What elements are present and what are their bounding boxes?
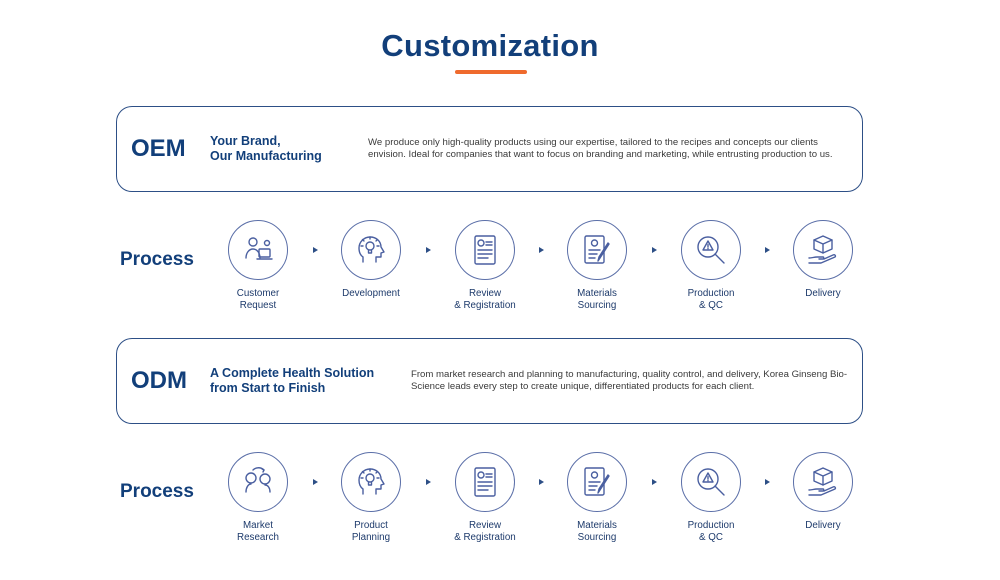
odm-step [656, 452, 766, 544]
odm-code: ODM [131, 367, 187, 394]
box-hand-icon [793, 220, 853, 280]
title-underline [455, 70, 527, 74]
idea-head-icon [341, 452, 401, 512]
odm-step [316, 452, 426, 544]
oem-step-label: Customer Request [236, 288, 280, 311]
box-hand-icon [793, 452, 853, 512]
oem-card [116, 106, 863, 192]
odm-step [768, 452, 878, 532]
odm-step-label: Review & Registration [454, 520, 516, 543]
odm-step [203, 452, 313, 544]
document-pen-icon [567, 452, 627, 512]
oem-description: We produce only high-quality products using our expertise, tailored to the recipes and concepts our clients envision. Ideal for companies that want to focus on branding and marketing, while entrusting production to us. [368, 136, 833, 160]
odm-step [430, 452, 540, 544]
document-review-icon [455, 220, 515, 280]
odm-process-label: Process [120, 481, 194, 502]
odm-subtitle: A Complete Health Solution from Start to Finish [210, 366, 375, 395]
document-review-icon [455, 452, 515, 512]
odm-card [116, 338, 863, 424]
odm-step-label: Market Research [237, 520, 279, 543]
oem-step-label: Materials Sourcing [577, 288, 617, 311]
oem-step-label: Production & QC [687, 288, 735, 311]
market-research-icon [228, 452, 288, 512]
odm-step-label: Delivery [805, 520, 841, 531]
oem-process-label: Process [120, 249, 194, 270]
odm-step-label: Materials Sourcing [577, 520, 617, 543]
magnifier-warning-icon [681, 452, 741, 512]
oem-step [316, 220, 426, 300]
oem-code: OEM [131, 135, 186, 162]
odm-step [542, 452, 652, 544]
document-pen-icon [567, 220, 627, 280]
oem-step-label: Review & Registration [454, 288, 516, 311]
oem-step-label: Delivery [805, 288, 841, 299]
idea-head-icon [341, 220, 401, 280]
oem-step-label: Development [342, 288, 400, 299]
page-title: Customization [381, 28, 599, 63]
oem-step [768, 220, 878, 300]
odm-step-label: Production & QC [687, 520, 735, 543]
oem-step [203, 220, 313, 312]
odm-description: From market research and planning to manufacturing, quality control, and delivery, Korea Ginseng Bio-Science leads every step to create unique, differentiated products for each client. [411, 368, 848, 392]
customer-request-icon [228, 220, 288, 280]
oem-step [542, 220, 652, 312]
magnifier-warning-icon [681, 220, 741, 280]
oem-step [656, 220, 766, 312]
oem-subtitle: Your Brand, Our Manufacturing [210, 134, 322, 163]
oem-step [430, 220, 540, 312]
odm-step-label: Product Planning [351, 520, 391, 543]
